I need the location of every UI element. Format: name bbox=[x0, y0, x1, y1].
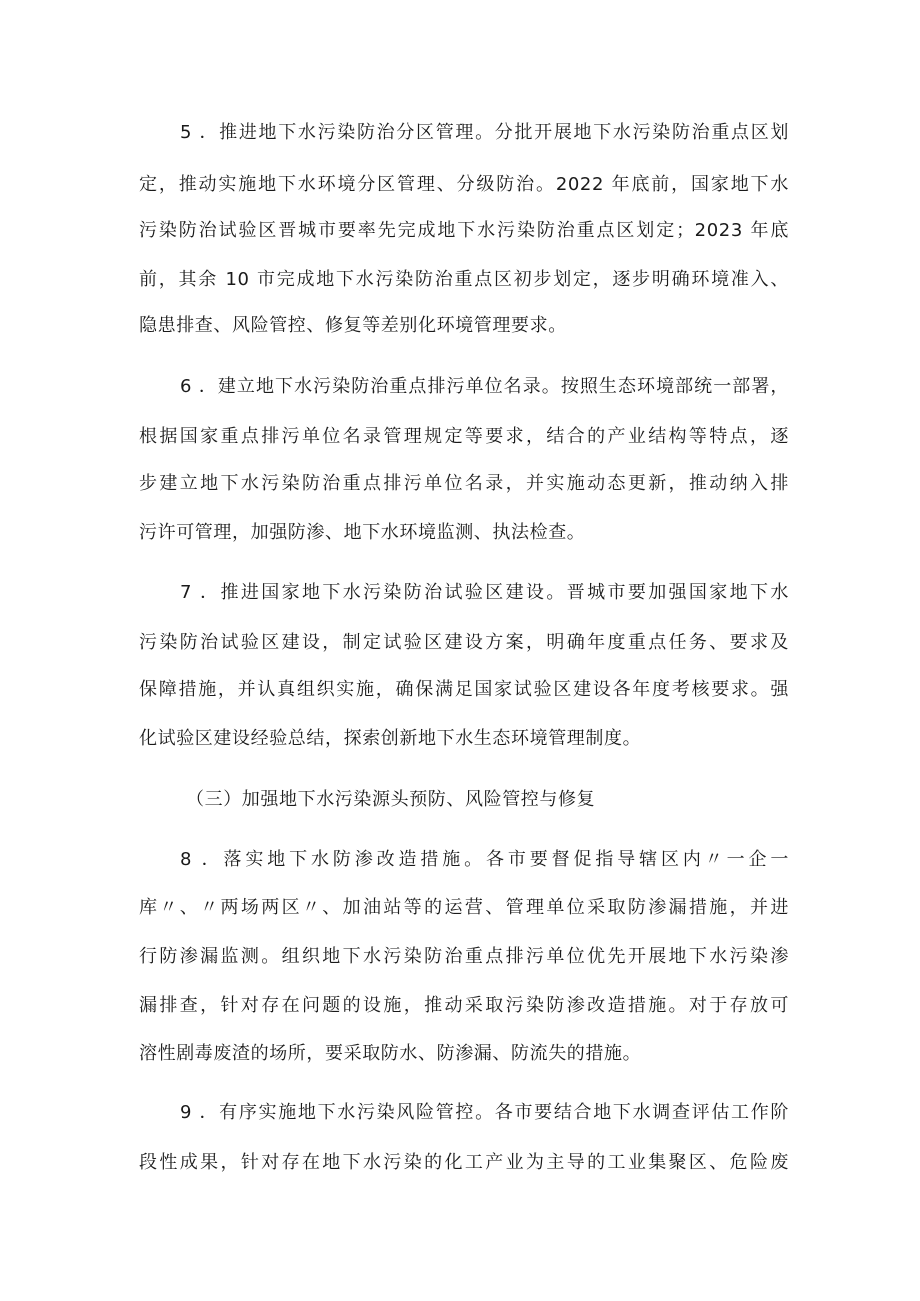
item-5-line-3: 污染防治试验区晋城市要率先完成地下水污染防治重点区划定；2023 年底 bbox=[139, 220, 789, 241]
item-8-line-4: 漏排查，针对存在问题的设施，推动采取污染防渗改造措施。对于存放可 bbox=[139, 995, 789, 1016]
item-5-line-5: 隐患排查、风险管控、修复等差别化环境管理要求。 bbox=[139, 315, 567, 336]
item-9-line-1: 9 ．有序实施地下水污染风险管控。各市要结合地下水调查评估工作阶 bbox=[180, 1102, 789, 1123]
item-6-line-2: 根据国家重点排污单位名录管理规定等要求，结合的产业结构等特点，逐 bbox=[139, 426, 789, 447]
item-7-line-1: 7 ．推进国家地下水污染防治试验区建设。晋城市要加强国家地下水 bbox=[180, 582, 789, 603]
item-5-line-2: 定，推动实施地下水环境分区管理、分级防治。2022 年底前，国家地下水 bbox=[139, 174, 789, 195]
item-8-line-3: 行防渗漏监测。组织地下水污染防治重点排污单位优先开展地下水污染渗 bbox=[139, 946, 789, 967]
section-heading: （三）加强地下水污染源头预防、风险管控与修复 bbox=[186, 789, 596, 810]
item-6-line-4: 污许可管理，加强防渗、地下水环境监测、执法检查。 bbox=[139, 522, 586, 543]
item-7-line-2: 污染防治试验区建设，制定试验区建设方案，明确年度重点任务、要求及 bbox=[139, 632, 789, 653]
item-7-line-4: 化试验区建设经验总结，探索创新地下水生态环境管理制度。 bbox=[139, 728, 642, 749]
item-6-line-1: 6 ．建立地下水污染防治重点排污单位名录。按照生态环境部统一部署， bbox=[180, 376, 789, 397]
item-5-line-1: 5 ．推进地下水污染防治分区管理。分批开展地下水污染防治重点区划 bbox=[180, 122, 789, 143]
item-8-line-5: 溶性剧毒废渣的场所，要采取防水、防渗漏、防流失的措施。 bbox=[139, 1043, 642, 1064]
item-8-line-2: 库〃、〃两场两区〃、加油站等的运营、管理单位采取防渗漏措施，并进 bbox=[139, 897, 789, 918]
item-8-line-1: 8 ．落实地下水防渗改造措施。各市要督促指导辖区内〃一企一 bbox=[180, 849, 789, 870]
item-7-line-3: 保障措施，并认真组织实施，确保满足国家试验区建设各年度考核要求。强 bbox=[139, 679, 789, 700]
item-9-line-2: 段性成果，针对存在地下水污染的化工产业为主导的工业集聚区、危险废 bbox=[139, 1152, 789, 1173]
item-6-line-3: 步建立地下水污染防治重点排污单位名录，并实施动态更新，推动纳入排 bbox=[139, 473, 789, 494]
item-5-line-4: 前，其余 10 市完成地下水污染防治重点区初步划定，逐步明确环境准入、 bbox=[139, 269, 789, 290]
